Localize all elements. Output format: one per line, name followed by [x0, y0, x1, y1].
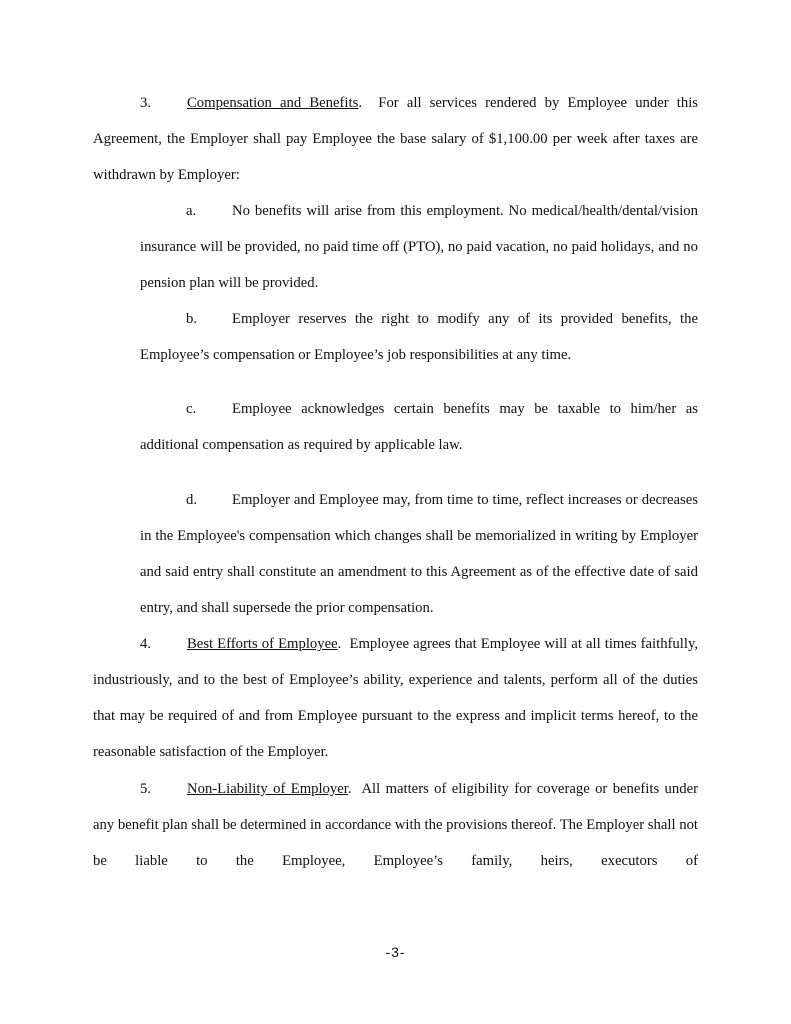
subsection-c-letter: c.: [186, 401, 197, 417]
section-3-paragraph: [93, 85, 698, 193]
section-5-heading-period: .: [347, 781, 352, 797]
subsection-d-letter: d.: [186, 492, 198, 508]
subsection-a-text: No benefits will arise from this employment. No medical/health/dental/vision insurance will be provided, no paid time off (PTO), no paid vacation, no paid holidays, and no pension plan will be provided.: [140, 203, 698, 291]
section-5-number: 5.: [140, 781, 152, 797]
section-4-heading: Best Efforts of Employee: [187, 636, 338, 652]
subsection-b: [140, 301, 698, 373]
subsection-c: [140, 391, 698, 463]
subsection-a-letter: a.: [186, 203, 197, 219]
subsection-b-letter: b.: [186, 311, 198, 327]
section-4-paragraph: [93, 626, 698, 770]
section-3-text: For all services rendered by Employee under this Agreement, the Employer shall pay Employee the base salary of $1,100.00 per week after taxes are withdrawn by Employer:: [93, 95, 699, 183]
section-3-number: 3.: [140, 95, 152, 111]
section-5-paragraph: [93, 771, 698, 879]
subsection-a: [140, 193, 698, 301]
section-4-heading-period: .: [337, 636, 342, 652]
subsection-d: [140, 482, 698, 626]
section-5-text: All matters of eligibility for coverage or benefits under any benefit plan shall be determined in accordance with the provisions thereof. The Employer shall not be liable to the Employee, Employee’s family, heirs, executors of: [93, 781, 698, 869]
section-3-heading: Compensation and Benefits: [187, 95, 359, 111]
section-3-heading-period: .: [358, 95, 362, 111]
section-5-heading: Non-Liability of Employer: [187, 781, 348, 797]
section-4-text: Employee agrees that Employee will at all times faithfully, industriously, and to the best of Employee’s ability, experience and talents, perform all of the duties that may be required of and from Employee pursuant to the express and implicit terms hereof, to the reasonable satisfaction of the Employer.: [93, 636, 699, 760]
page-number: -3-: [385, 944, 406, 960]
subsection-c-text: Employee acknowledges certain benefits may be taxable to him/her as additional compensation as required by applicable law.: [140, 401, 698, 453]
section-4-number: 4.: [140, 636, 152, 652]
subsection-d-text: Employer and Employee may, from time to time, reflect increases or decreases in the Employee's compensation which changes shall be memorialized in writing by Employer and said entry shall constitute an amendment to this Agreement as of the effective date of said entry, and shall supersede the prior compensation.: [140, 492, 698, 616]
subsection-b-text: Employer reserves the right to modify any of its provided benefits, the Employee’s compensation or Employee’s job responsibilities at any time.: [140, 311, 698, 363]
